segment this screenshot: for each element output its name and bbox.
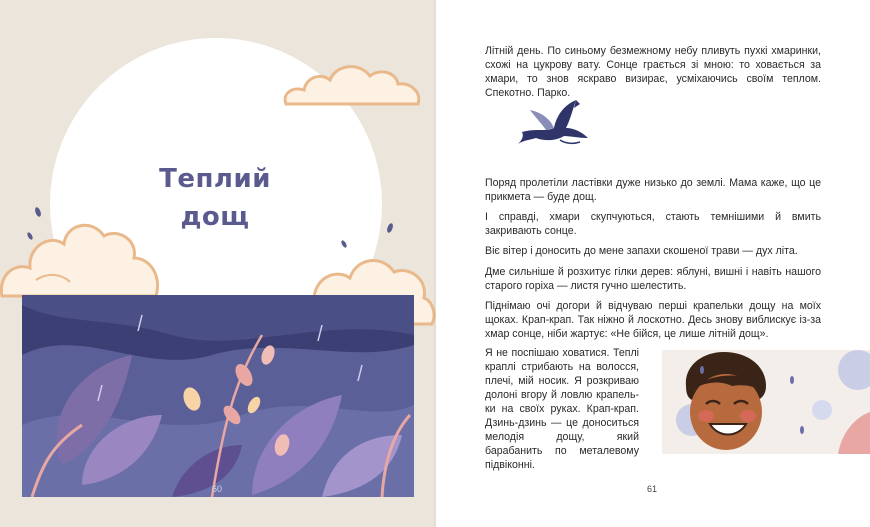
paragraph-5: Дме сильніше й розхитує гілки дерев: яблуні, вишні і навіть нашого старого горіха — листя гучно шелестить.	[485, 266, 821, 292]
page-number-right: 61	[647, 484, 658, 494]
chapter-title	[120, 160, 310, 236]
paragraph-3: І справді, хмари скупчуються, стають темнішими й вмить закривають сонце.	[485, 211, 821, 237]
rain-scene-illustration-icon	[22, 295, 414, 497]
title-line-1: Теплий	[159, 164, 271, 194]
paragraph-2: Поряд пролетіли ластівки дуже низько до землі. Мама каже, що це прикмета — буде дощ.	[485, 177, 821, 203]
page-number-left: 60	[212, 484, 223, 494]
paragraph-6: Піднімаю очі догори й відчуваю перші крапельки дощу на моїх щоках. Крап-крап. Так ніжно й лоскотно. Десь знову виблискує із-за хмар сонце, ніби жартує: «Не бійся, це лише літній дощ».	[485, 300, 821, 340]
cloud-top-right-icon	[280, 58, 426, 110]
swallow-icon	[516, 98, 590, 150]
paragraph-4: Віє вітер і доносить до мене запахи скошеної трави — дух літа.	[485, 245, 798, 257]
paragraph-7: Я не поспішаю ховатися. Теплі краплі стрибають на волосся, плечі, мій носик. Я розкриваю долоні вгору й ловлю крапельки на своїх руках. Крап-крап. Дзинь-дзинь — це доноситься мелодія дощу, який барабанить по металевому підвіконні.	[485, 347, 639, 471]
title-line-2: дощ	[180, 202, 250, 232]
boy-illustration-icon	[662, 350, 870, 454]
right-page	[436, 0, 870, 527]
paragraph-1: Літній день. По синьому безмежному небу пливуть пухкі хмаринки, схожі на цукрову вату. Сонце грається зі мною: то ховається за хмари, то знов яскраво визирає, усміхаючись своїм теплом. Спекотно. Парко.	[485, 45, 821, 99]
